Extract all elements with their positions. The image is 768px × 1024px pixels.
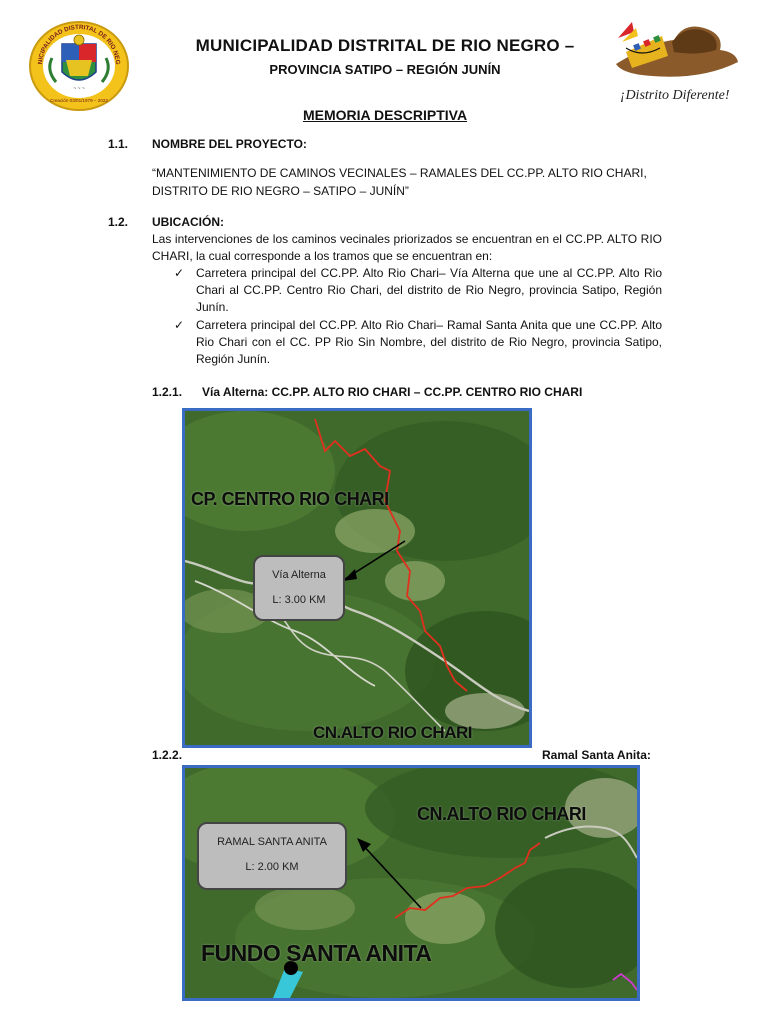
section-heading-location: UBICACIÓN: [152, 215, 224, 229]
list-item [172, 317, 662, 368]
map-ramal-santa-anita [182, 765, 640, 1001]
map-label-alto-rio-chari: CN.ALTO RIO CHARI [313, 723, 472, 742]
bullet-text: Carretera principal del CC.PP. Alto Rio Chari– Vía Alterna que une al CC.PP. Alto Rio Chari al CC.PP. Centro Rio Chari, del distrito de Rio Negro, provincia Satipo, Región Junín. [196, 266, 662, 314]
seal-arc-text: NICIPALIDAD DISTRITAL DE RIO NEG [36, 23, 122, 66]
location-bullet-list [172, 265, 662, 369]
project-name-line-2: DISTRITO DE RIO NEGRO – SATIPO – JUNÍN” [152, 184, 409, 198]
location-intro-paragraph: Las intervenciones de los caminos vecinales priorizados se encuentran en el CC.PP. ALTO RIO CHARI, la cual corresponde a los tramos que se encuentran en: [152, 232, 662, 263]
province-subtitle: PROVINCIA SATIPO – REGIÓN JUNÍN [269, 62, 501, 77]
list-item [172, 265, 662, 316]
section-number-1-1: 1.1. [108, 137, 129, 151]
callout-via-alterna [253, 555, 345, 621]
map-label-alto-rio-chari: CN.ALTO RIO CHARI [417, 804, 586, 824]
callout-ramal-santa-anita [197, 822, 347, 890]
map-label-centro-rio-chari: CP. CENTRO RIO CHARI [191, 489, 389, 509]
municipal-seal-logo [28, 20, 130, 112]
section-number-1-2: 1.2. [108, 215, 129, 229]
section-heading-ramal-santa-anita: Ramal Santa Anita: [542, 748, 651, 762]
map-label-fundo-santa-anita: FUNDO SANTA ANITA [201, 940, 432, 966]
callout-route-name: Vía Alterna [272, 569, 326, 581]
callout-route-length: L: 3.00 KM [272, 594, 326, 606]
seal-bottom-text: Creación 03/01/1979 – 2022 [50, 98, 108, 103]
municipality-title: MUNICIPALIDAD DISTRITAL DE RIO NEGRO – [195, 36, 575, 55]
document-title: MEMORIA DESCRIPTIVA [302, 107, 468, 123]
bullet-text: Carretera principal del CC.PP. Alto Rio Chari– Ramal Santa Anita que une CC.PP. Alto Rio Chari con el CC. PP Rio Sin Nombre, del distrito de Rio Negro, provincia Satipo, Región Junín. [196, 318, 662, 366]
svg-text:~ ~ ~: ~ ~ ~ [73, 86, 85, 92]
callout-route-length: L: 2.00 KM [245, 861, 299, 873]
section-number-1-2-2: 1.2.2. [152, 748, 183, 762]
checkmark-icon: ✓ [174, 266, 185, 280]
district-hat-logo [612, 18, 742, 88]
slogan-text: ¡Distrito Diferente! [620, 88, 730, 103]
map-via-alterna [182, 408, 532, 748]
project-name-line-1: “MANTENIMIENTO DE CAMINOS VECINALES – RAMALES DEL CC.PP. ALTO RIO CHARI, [152, 166, 647, 180]
section-number-1-2-1: 1.2.1. [152, 385, 183, 399]
section-heading-project-name: NOMBRE DEL PROYECTO: [152, 137, 307, 151]
checkmark-icon: ✓ [174, 318, 185, 332]
section-heading-via-alterna: Vía Alterna: CC.PP. ALTO RIO CHARI – CC.PP. CENTRO RIO CHARI [202, 385, 583, 399]
callout-route-name: RAMAL SANTA ANITA [217, 836, 327, 848]
